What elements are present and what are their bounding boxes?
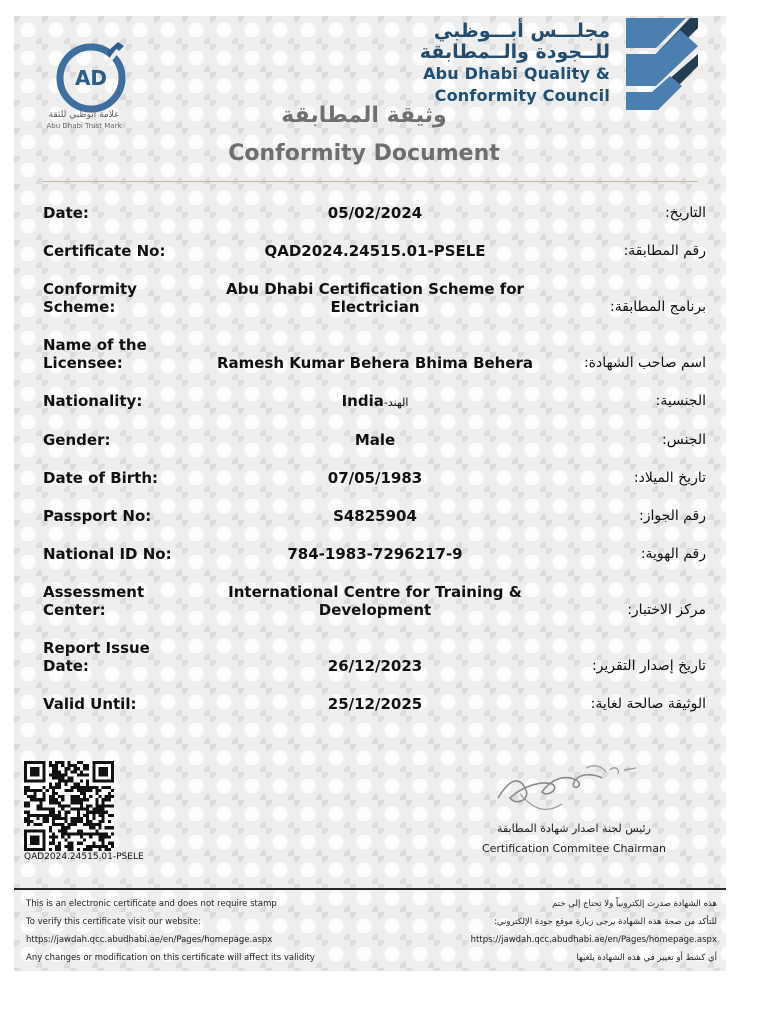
footer-note-electronic-arabic: هذه الشهادة صدرت إلكترونياً ولا تحتاج إلى ختم (552, 899, 717, 909)
footer-verify-link[interactable]: https://jawdah.qcc.abudhabi.ae/en/Pages/homepage.aspx (26, 935, 273, 945)
licensee-name-label: Name of the Licensee: (43, 336, 147, 372)
footer-note-validity-arabic: أي كشط أو تغيير في هذه الشهادة يلغيها (576, 953, 717, 963)
assessment-center-value: International Centre for Training & Development (228, 583, 522, 619)
certificate-number-label-arabic: رقم المطابقة: (623, 243, 706, 259)
qr-caption: QAD2024.24515.01-PSELE (24, 852, 144, 862)
date-of-birth-label-arabic: تاريخ الميلاد: (633, 470, 706, 486)
assessment-center-label-arabic: مركز الاختبار: (627, 602, 706, 618)
national-id-label-arabic: رقم الهوية: (640, 546, 706, 562)
report-issue-date-value: 26/12/2023 (327, 657, 423, 675)
council-name-english-line2: Conformity Council (434, 86, 610, 105)
gender-value: Male (354, 431, 396, 449)
report-issue-date-label-arabic: تاريخ إصدار التقرير: (591, 658, 706, 674)
ad-trust-mark-logo (52, 38, 130, 116)
certificate-number-value: QAD2024.24515.01-PSELE (264, 242, 486, 260)
national-id-value: 784-1983-7296217-9 (287, 545, 463, 563)
passport-number-label: Passport No: (43, 507, 152, 525)
date-of-birth-value: 07/05/1983 (327, 469, 423, 487)
gender-label: Gender: (43, 431, 111, 449)
licensee-name-value: Ramesh Kumar Behera Bhima Behera (216, 354, 534, 372)
conformity-scheme-label-arabic: برنامج المطابقة: (610, 299, 706, 315)
document-title-english: Conformity Document (228, 141, 500, 166)
footer-note-verify: To verify this certificate visit our website: (26, 917, 201, 927)
gender-label-arabic: الجنس: (662, 432, 706, 448)
report-issue-date-label: Report Issue Date: (43, 639, 150, 675)
footer-note-electronic: This is an electronic certificate and does not require stamp (26, 899, 277, 909)
valid-until-value: 25/12/2025 (327, 695, 423, 713)
nationality-label: Nationality: (43, 392, 143, 410)
conformity-scheme-label: Conformity Scheme: (43, 280, 137, 316)
verification-qr-code[interactable] (24, 761, 114, 851)
date-of-birth-label: Date of Birth: (43, 469, 159, 487)
ad-logo-english-caption: Abu Dhabi Trust Mark (46, 122, 122, 130)
council-name-arabic-line1: مجلـــس أبـــوظبي (433, 20, 610, 42)
title-divider (42, 181, 698, 182)
document-title-arabic: وثيقة المطابقة (281, 103, 447, 128)
licensee-name-label-arabic: اسم صاحب الشهادة: (583, 355, 706, 371)
signatory-title-arabic: رئيس لجنة اصدار شهادة المطابقة (497, 822, 651, 835)
nationality-value-arabic: -الهند (383, 396, 409, 409)
date-value: 05/02/2024 (327, 204, 423, 222)
footer-note-verify-arabic: للتأكد من صحة هذه الشهادة يرجى زيارة موقع جودة الإلكتروني: (494, 917, 717, 927)
date-label-arabic: التاريخ: (664, 205, 706, 221)
footer-verify-link-right[interactable]: https://jawdah.qcc.abudhabi.ae/en/Pages/homepage.aspx (470, 935, 717, 945)
national-id-label: National ID No: (43, 545, 172, 563)
certificate-number-label: Certificate No: (43, 242, 166, 260)
passport-number-value: S4825904 (333, 507, 417, 525)
chairman-signature (490, 758, 640, 818)
nationality-label-arabic: الجنسية: (655, 393, 706, 409)
council-name-english-line1: Abu Dhabi Quality & (423, 64, 610, 83)
date-label: Date: (43, 204, 89, 222)
valid-until-label: Valid Until: (43, 695, 137, 713)
assessment-center-label: Assessment Center: (43, 583, 145, 619)
nationality-value-wrap (214, 392, 536, 412)
ad-logo-letters: AD (74, 66, 108, 90)
footer-note-validity: Any changes or modification on this certificate will affect its validity (26, 953, 315, 963)
council-chevron-logo (622, 16, 698, 112)
signatory-title-english: Certification Commitee Chairman (481, 842, 667, 855)
ad-logo-arabic-caption: علامة أبوظبي للثقة (48, 110, 120, 120)
valid-until-label-arabic: الوثيقة صالحة لغاية: (590, 696, 706, 712)
council-name-arabic-line2: للــجودة والــمطابقة (419, 41, 610, 63)
passport-number-label-arabic: رقم الجواز: (638, 508, 706, 524)
conformity-certificate (14, 16, 726, 971)
conformity-scheme-value: Abu Dhabi Certification Scheme for Electrician (226, 280, 524, 316)
footer-divider (14, 888, 726, 890)
nationality-value: India (341, 392, 384, 410)
